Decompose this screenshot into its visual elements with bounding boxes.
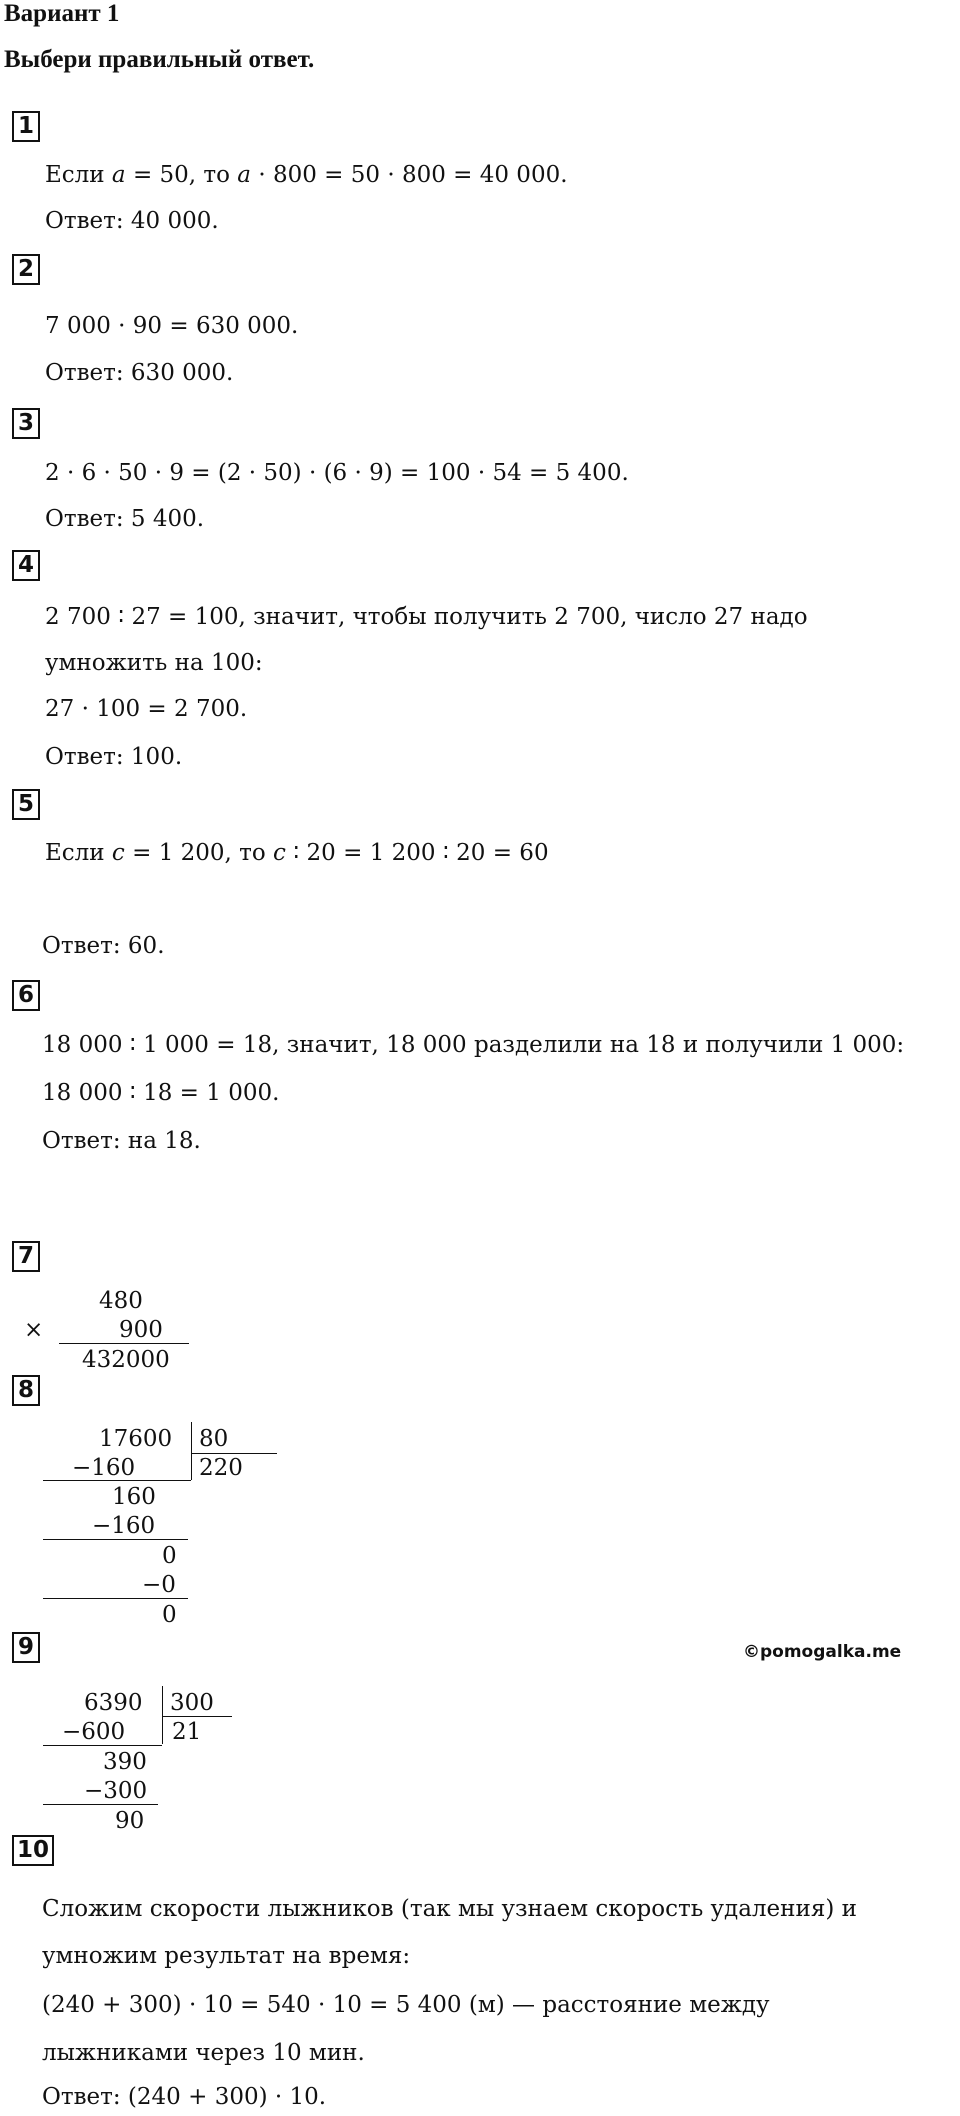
task-number-5: 5 <box>12 789 40 820</box>
multiplicand: 480 <box>99 1288 143 1314</box>
divisor: 80 <box>199 1426 229 1452</box>
task-4-line-1: 2 700 ∶ 27 = 100, значит, чтобы получить 2 700, число 27 надо <box>45 604 808 630</box>
task-4-line-3: 27 · 100 = 2 700. <box>45 696 248 722</box>
product: 432000 <box>82 1347 170 1373</box>
watermark: ©pomogalka.me <box>743 1642 902 1662</box>
division-line-3 <box>43 1598 188 1599</box>
multiply-sign: × <box>24 1317 44 1343</box>
task-10-line-2: умножим результат на время: <box>42 1943 411 1969</box>
task-5-line: Если 𝑐 = 1 200, то 𝑐 ∶ 20 = 1 200 ∶ 20 = 60 <box>45 840 549 866</box>
task-6-line-1: 18 000 ∶ 1 000 = 18, значит, 18 000 разделили на 18 и получили 1 000: <box>42 1032 905 1058</box>
task-number-2: 2 <box>12 254 40 285</box>
division-line-9-2 <box>43 1804 158 1805</box>
subtract-9-2: −300 <box>84 1778 148 1804</box>
task-number-9: 9 <box>12 1632 40 1663</box>
division-line-1 <box>43 1480 191 1481</box>
task-number-8: 8 <box>12 1375 40 1406</box>
task-6-answer: Ответ: на 18. <box>42 1128 201 1154</box>
divisor-line-9 <box>162 1716 232 1717</box>
task-10-answer: Ответ: (240 + 300) · 10. <box>42 2084 327 2110</box>
task-6-line-2: 18 000 ∶ 18 = 1 000. <box>42 1080 280 1106</box>
quotient: 220 <box>199 1455 243 1481</box>
task-5-answer: Ответ: 60. <box>42 933 165 959</box>
task-2-answer: Ответ: 630 000. <box>45 360 234 386</box>
task-number-4: 4 <box>12 550 40 581</box>
division-line-2 <box>43 1539 188 1540</box>
divisor-line <box>191 1453 277 1454</box>
remainder-2: 0 <box>162 1543 177 1569</box>
subtract-2: −160 <box>92 1513 156 1539</box>
dividend-9: 6390 <box>84 1690 143 1716</box>
instruction-text: Выбери правильный ответ. <box>4 46 315 73</box>
task-number-7: 7 <box>12 1241 40 1272</box>
subtract-3: −0 <box>142 1572 176 1598</box>
multiplication-line <box>59 1343 189 1344</box>
quotient-9: 21 <box>172 1719 202 1745</box>
task-1-line: Если 𝑎 = 50, то 𝑎 · 800 = 50 · 800 = 40 000. <box>45 162 568 188</box>
task-4-line-2: умножить на 100: <box>45 650 263 676</box>
dividend: 17600 <box>99 1426 173 1452</box>
division-bracket <box>191 1422 192 1480</box>
task-2-line: 7 000 · 90 = 630 000. <box>45 313 299 339</box>
task-10-line-3: (240 + 300) · 10 = 540 · 10 = 5 400 (м) — расстояние между <box>42 1992 770 2018</box>
task-3-line: 2 · 6 · 50 · 9 = (2 · 50) · (6 · 9) = 100 · 54 = 5 400. <box>45 460 629 486</box>
task-1-answer: Ответ: 40 000. <box>45 208 219 234</box>
divisor-9: 300 <box>170 1690 214 1716</box>
remainder-9-1: 390 <box>103 1749 147 1775</box>
division-line-9-1 <box>43 1745 162 1746</box>
final-remainder: 0 <box>162 1602 177 1628</box>
remainder-1: 160 <box>112 1484 156 1510</box>
task-number-1: 1 <box>12 111 40 142</box>
variant-title: Вариант 1 <box>4 0 120 27</box>
task-number-6: 6 <box>12 980 40 1011</box>
subtract-9-1: −600 <box>62 1719 126 1745</box>
task-4-answer: Ответ: 100. <box>45 744 183 770</box>
task-number-3: 3 <box>12 408 40 439</box>
remainder-9-2: 90 <box>115 1808 145 1834</box>
task-10-line-1: Сложим скорости лыжников (так мы узнаем скорость удаления) и <box>42 1896 857 1922</box>
task-10-line-4: лыжниками через 10 мин. <box>42 2040 365 2066</box>
task-number-10: 10 <box>12 1835 54 1866</box>
division-bracket-9 <box>162 1686 163 1744</box>
multiplier: 900 <box>119 1317 163 1343</box>
subtract-1: −160 <box>72 1455 136 1481</box>
task-3-answer: Ответ: 5 400. <box>45 506 205 532</box>
